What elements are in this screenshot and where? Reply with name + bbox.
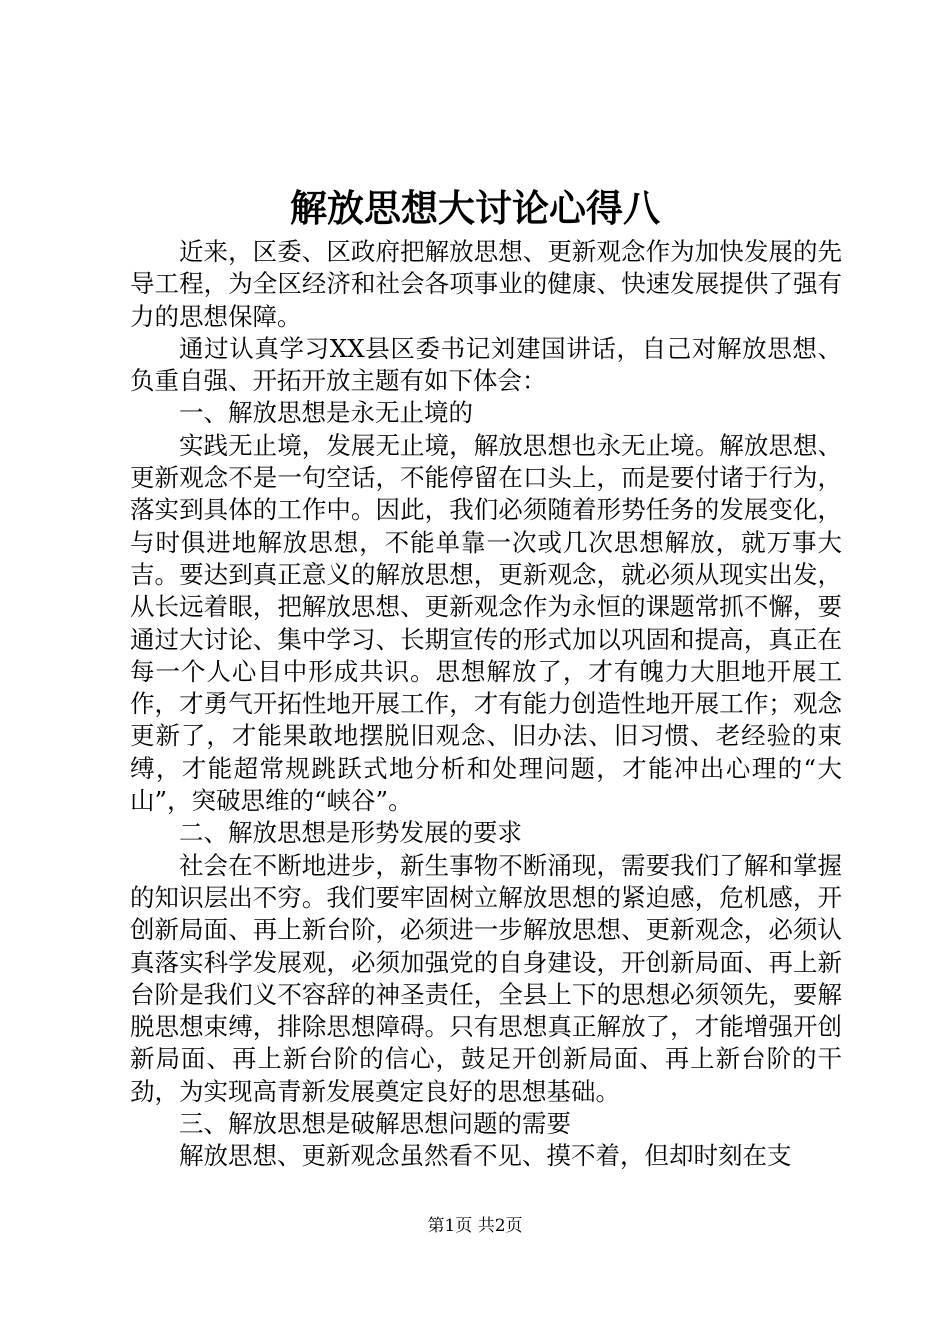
document-title: 解放思想大讨论心得八 bbox=[290, 186, 660, 230]
section-heading-1: 一、解放思想是永无止境的 bbox=[179, 398, 473, 428]
page-footer: 第1页 共2页 bbox=[427, 1216, 523, 1236]
paragraph-section-2: 社会在不断地进步，新生事物不断涌现，需要我们了解和掌握的知识层出不穷。我们要牢固树立解放思想的紧迫感，危机感，开创新局面、再上新台阶，必须进一步解放思想、更新观念，必须认真落实科学发展观，必须加强党的自身建设，开创新局面、再上新台阶是我们义不容辞的神圣责任，全县上下的思想必须领先，要解脱思想束缚，排除思想障碍。只有思想真正解放了，才能增强开创新局面、再上新台阶的信心，鼓足开创新局面、再上新台阶的干劲，为实现高青新发展奠定良好的思想基础。 bbox=[130, 850, 842, 1106]
section-heading-2: 二、解放思想是形势发展的要求 bbox=[179, 818, 522, 848]
paragraph-study: 通过认真学习XX县区委书记刘建国讲话，自己对解放思想、负重自强、开拓开放主题有如下体会： bbox=[130, 333, 842, 396]
paragraph-intro: 近来，区委、区政府把解放思想、更新观念作为加快发展的先导工程，为全区经济和社会各项事业的健康、快速发展提供了强有力的思想保障。 bbox=[130, 237, 842, 331]
paragraph-section-3: 解放思想、更新观念虽然看不见、摸不着，但却时刻在支 bbox=[179, 1141, 792, 1171]
paragraph-section-1: 实践无止境，发展无止境，解放思想也永无止境。解放思想、更新观念不是一句空话，不能停留在口头上，而是要付诸于行为，落实到具体的工作中。因此，我们必须随着形势任务的发展变化，与时俱进地解放思想，不能单靠一次或几次思想解放，就万事大吉。要达到真正意义的解放思想，更新观念，就必须从现实出发，从长远着眼，把解放思想、更新观念作为永恒的课题常抓不懈，要通过大讨论、集中学习、长期宣传的形式加以巩固和提高，真正在每一个人心目中形成共识。思想解放了，才有魄力大胆地开展工作，才勇气开拓性地开展工作，才有能力创造性地开展工作；观念更新了，才能果敢地摆脱旧观念、旧办法、旧习惯、老经验的束缚，才能超常规跳跃式地分析和处理问题，才能冲出心理的“大山”，突破思维的“峡谷”。 bbox=[130, 430, 842, 816]
document-body bbox=[130, 236, 842, 1173]
section-heading-3: 三、解放思想是破解思想问题的需要 bbox=[179, 1109, 571, 1139]
